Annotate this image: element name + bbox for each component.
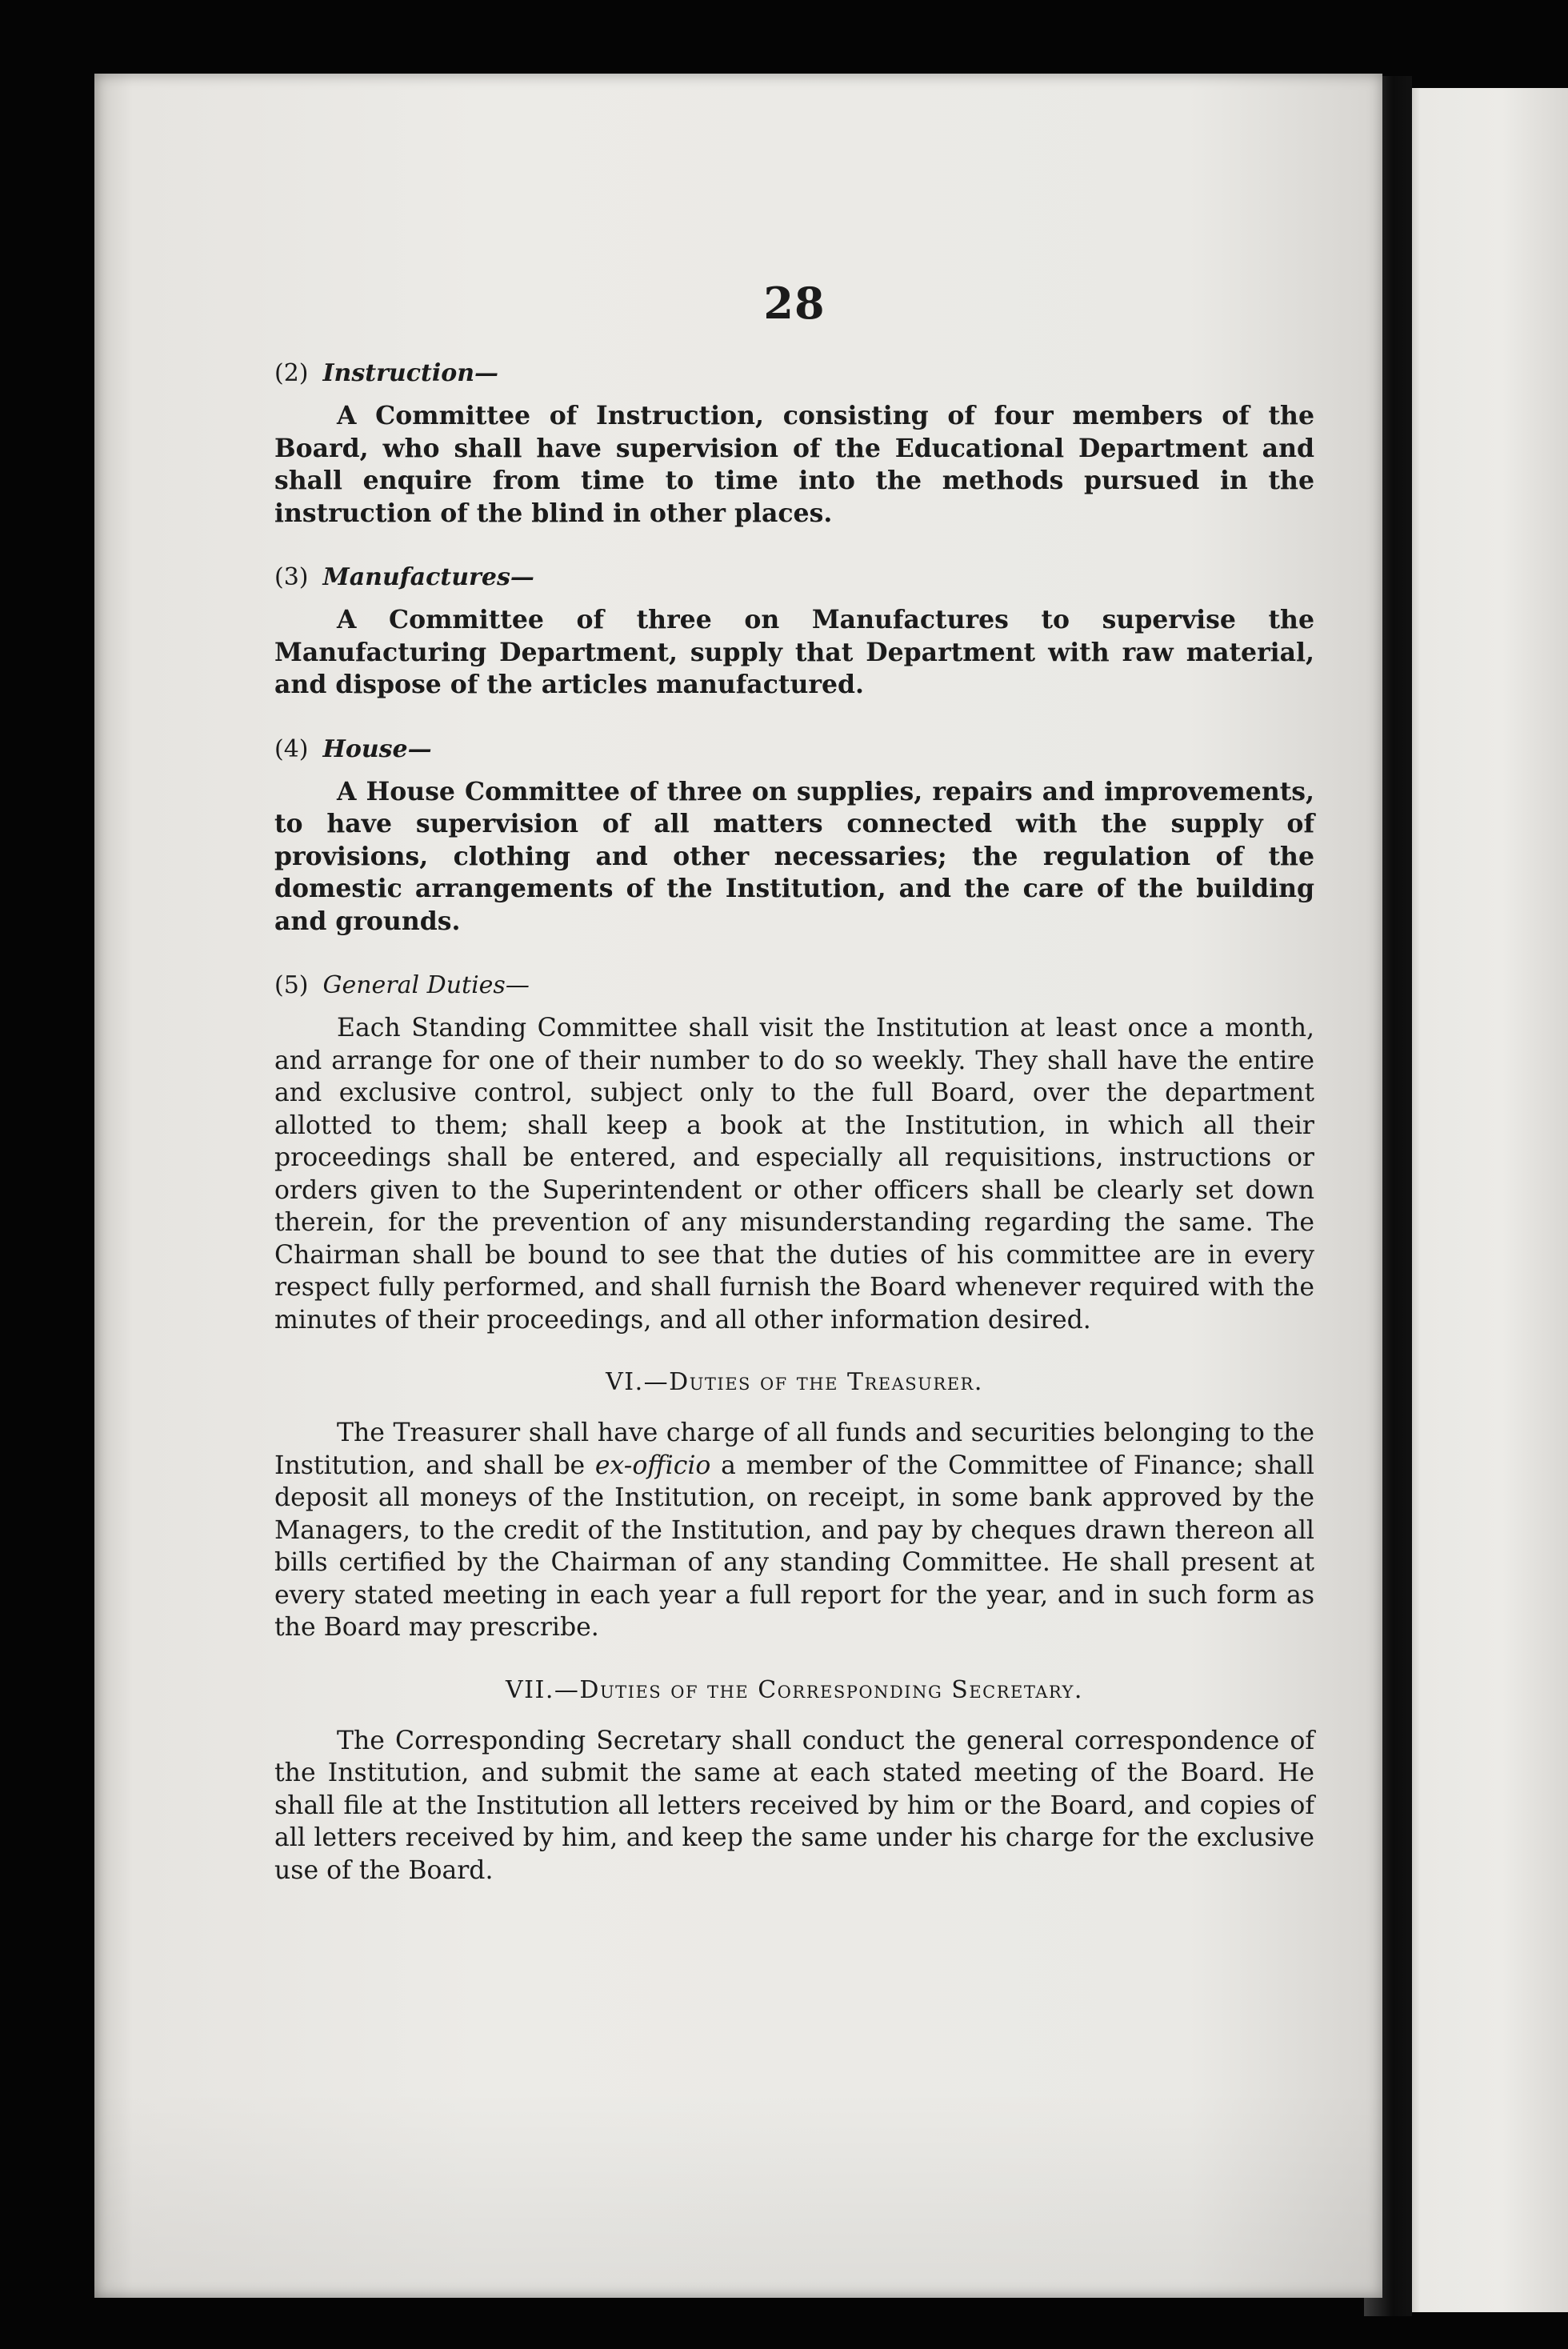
subsection-number: (5) (274, 971, 309, 999)
treasurer-text-italic: ex-officio (594, 1451, 711, 1480)
subsection-title: General Duties— (322, 971, 530, 999)
paragraph-instruction: A Committee of Instruction, consisting of four members of the Board, who shall have supervision of the Educational Department and shall enquire from time to time into the methods pursued in the instruction of the blind in other places. (274, 401, 1314, 528)
subsection-title: Instruction— (322, 359, 499, 387)
page-shading (94, 2090, 1382, 2298)
paragraph-manufactures: A Committee of three on Manufactures to supervise the Manufacturing Department, supply that Department with raw material, and dispose of the articles manufactured. (274, 605, 1314, 699)
subsection-general-duties-heading (274, 970, 1314, 1001)
treasurer-text-start: The Treasurer shall have charge of all funds and securities belonging to the Institution, and shall be (274, 1419, 1314, 1480)
section-heading-treasurer: VI.—Duties of the Treasurer. (606, 1368, 983, 1396)
subsection-house-heading (274, 734, 1314, 765)
paragraph-secretary: The Corresponding Secretary shall conduct the general correspondence of the Institution, and submit the same at each stated meeting of the Board. He shall file at the Institution all letters received by him or the Board, and copies of all letters received by him, and keep the same under his charge for the exclusive use of the Board. (274, 1726, 1314, 1885)
subsection-instruction-heading (274, 358, 1314, 389)
treasurer-text-end: a member of the Committee of Finance; shall deposit all moneys of the Institution, on receipt, in some bank approved by the Managers, to the credit of the Institution, and pay by cheques drawn thereon all bills certified by the Chairman of any standing Committee. He shall present at every stated meeting in each year a full report for the year, and in such form as the Board may prescribe. (274, 1451, 1314, 1642)
subsection-number: (2) (274, 359, 309, 387)
document-page (94, 74, 1382, 2298)
subsection-title: House— (322, 734, 432, 763)
subsection-title: Manufactures— (322, 563, 534, 591)
page-text-block (274, 278, 1314, 1919)
paragraph-general-duties: Each Standing Committee shall visit the Institution at least once a month, and arrange for one of their number to do so weekly. They shall have the entire and exclusive control, subject only to the full Board, over the department allotted to them; shall keep a book at the Institution, in which all their proceedings shall be entered, and especially all requisitions, instructions or orders given to the Superintendent or other officers shall be clearly set down therein, for the prevention of any misunderstanding regarding the same. The Chairman shall be bound to see that the duties of his committee are in every respect fully performed, and shall furnish the Board whenever required with the minutes of their proceedings, and all other information desired. (274, 1014, 1314, 1335)
section-heading-secretary: VII.—Duties of the Corresponding Secretary. (506, 1675, 1083, 1704)
page-number: 28 (763, 278, 826, 329)
adjacent-page-edge (1404, 88, 1568, 2312)
subsection-number: (4) (274, 734, 309, 763)
paragraph-house: A House Committee of three on supplies, repairs and improvements, to have supervision of all matters connected with the supply of provisions, clothing and other necessaries; the regulation of the domestic arrangements of the Institution, and the care of the building and grounds. (274, 776, 1314, 936)
paragraph-treasurer (274, 1417, 1314, 1644)
subsection-number: (3) (274, 563, 309, 591)
subsection-manufactures-heading (274, 562, 1314, 593)
